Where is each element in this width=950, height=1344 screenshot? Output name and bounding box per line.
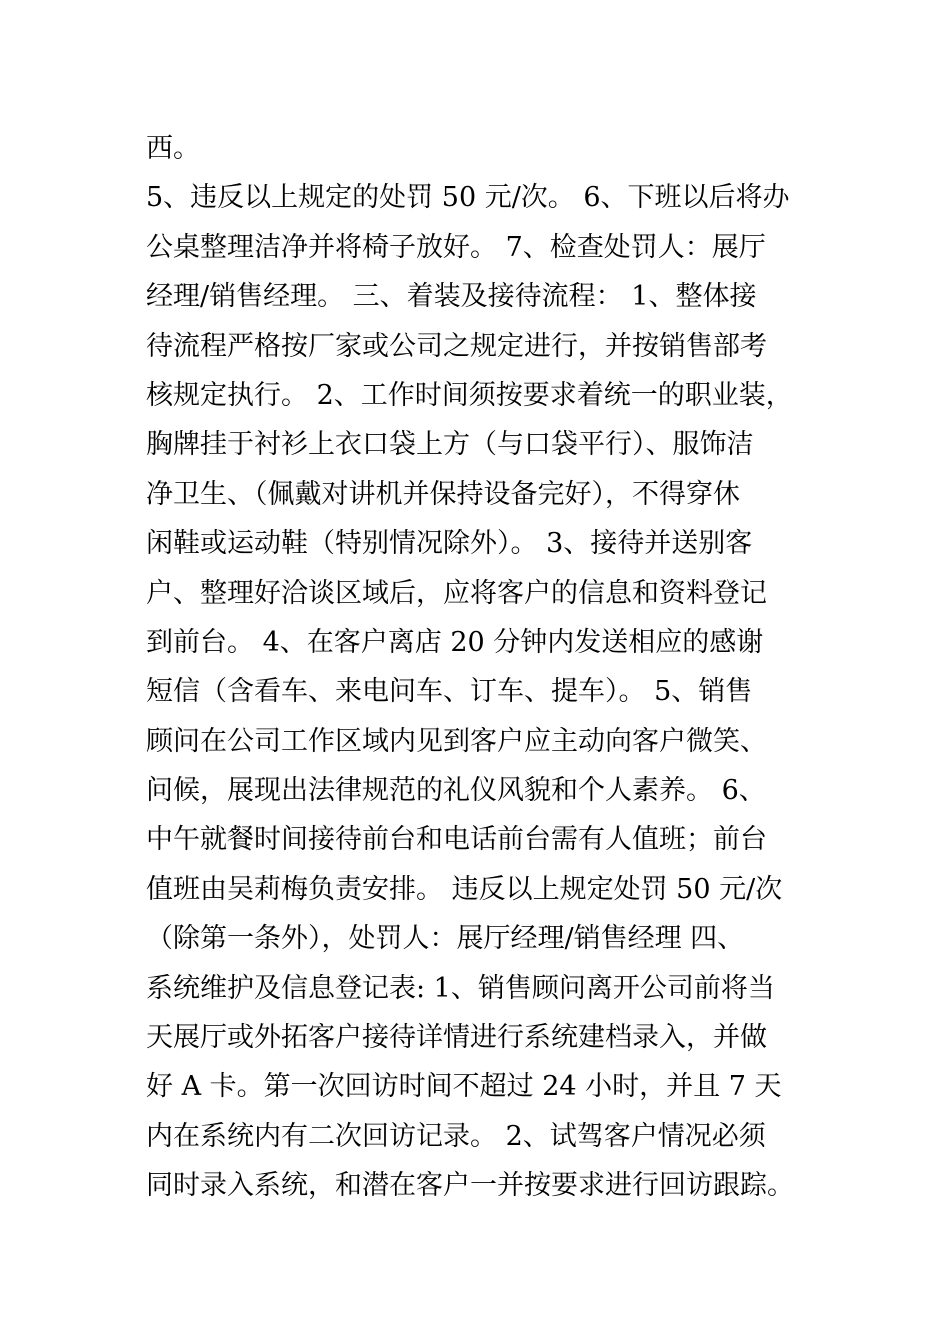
text-line: 内在系统内有二次回访记录。 2、试驾客户情况必须 bbox=[146, 1120, 766, 1152]
text-line: 5、违反以上规定的处罚 50 元/次。 6、下班以后将办 bbox=[146, 182, 790, 214]
text-line: 核规定执行。 2、工作时间须按要求着统一的职业装， bbox=[146, 379, 793, 411]
text-line: 短信（含看车、来电问车、订车、提车）。 5、销售 bbox=[146, 676, 753, 708]
text-line: 闲鞋或运动鞋（特别情况除外）。 3、接待并送别客 bbox=[146, 528, 753, 560]
text-line: 公桌整理洁净并将椅子放好。 7、检查处罚人：展厅 bbox=[146, 231, 766, 263]
text-line: 经理/销售经理。 三、着装及接待流程： 1、整体接 bbox=[146, 281, 757, 313]
text-line: 好 A 卡。第一次回访时间不超过 24 小时，并且 7 天 bbox=[146, 1071, 782, 1103]
text-line: 到前台。 4、在客户离店 20 分钟内发送相应的感谢 bbox=[146, 626, 764, 658]
text-line: 天展厅或外拓客户接待详情进行系统建档录入，并做 bbox=[146, 1022, 767, 1054]
text-line: 中午就餐时间接待前台和电话前台需有人值班；前台 bbox=[146, 824, 767, 856]
text-line: 待流程严格按厂家或公司之规定进行，并按销售部考 bbox=[146, 330, 767, 362]
text-line: 胸牌挂于衬衫上衣口袋上方（与口袋平行）、服饰洁 bbox=[146, 429, 754, 461]
text-line: （除第一条外），处罚人：展厅经理/销售经理 四、 bbox=[146, 923, 745, 955]
text-line: 户、整理好洽谈区域后，应将客户的信息和资料登记 bbox=[146, 577, 767, 609]
text-line: 西。 bbox=[146, 133, 200, 164]
text-line: 系统维护及信息登记表: 1、销售顾问离开公司前将当 bbox=[146, 972, 775, 1004]
document-body bbox=[146, 124, 836, 1211]
text-line: 同时录入系统，和潜在客户一并按要求进行回访跟踪。 bbox=[146, 1170, 794, 1202]
text-line: 问候，展现出法律规范的礼仪风貌和个人素养。 6、 bbox=[146, 775, 766, 807]
text-line: 顾问在公司工作区域内见到客户应主动向客户微笑、 bbox=[146, 725, 767, 757]
text-line: 净卫生、（佩戴对讲机并保持设备完好），不得穿休 bbox=[146, 478, 740, 510]
text-line: 值班由吴莉梅负责安排。 违反以上规定处罚 50 元/次 bbox=[146, 873, 783, 905]
